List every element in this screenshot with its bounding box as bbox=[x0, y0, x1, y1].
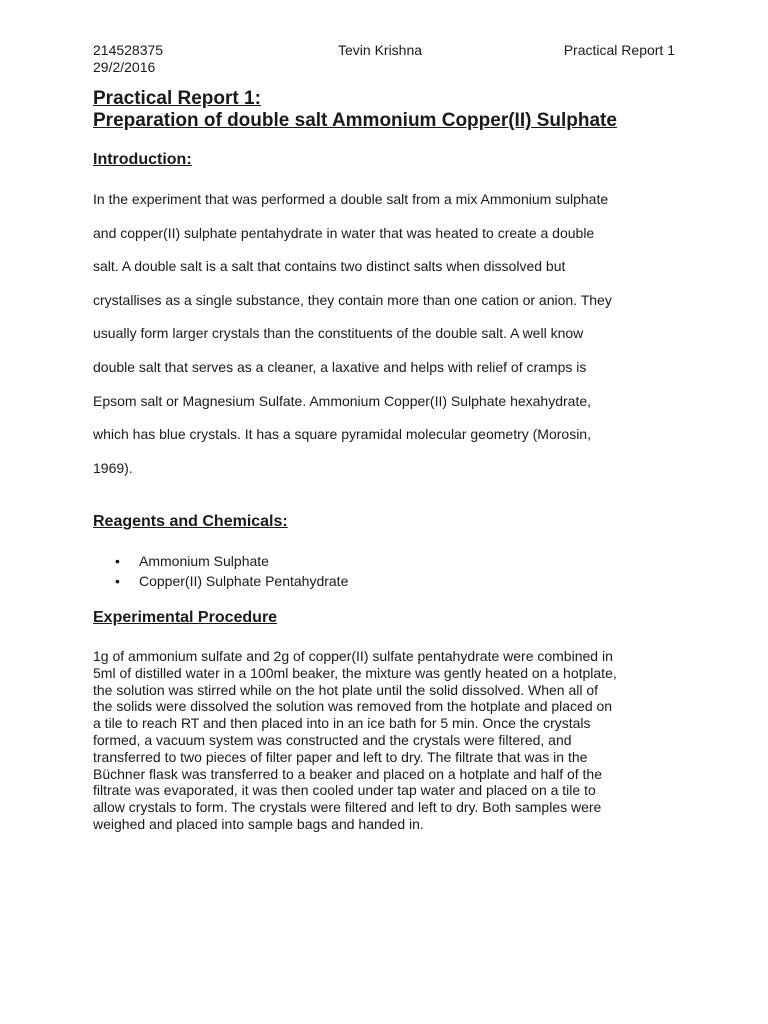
introduction-paragraph bbox=[93, 190, 683, 492]
report-label: Practical Report 1 bbox=[563, 42, 675, 58]
list-item bbox=[115, 571, 348, 591]
procedure-heading: Experimental Procedure bbox=[93, 609, 278, 626]
intro-line: 1969). bbox=[93, 459, 133, 476]
reagent-name: Copper(II) Sulphate Pentahydrate bbox=[139, 573, 349, 589]
report-date: 29/2/2016 bbox=[93, 59, 156, 75]
procedure-line: filtrate was evaporated, it was then cooled under tap water and placed on a tile to bbox=[93, 782, 596, 799]
reagents-heading: Reagents and Chemicals: bbox=[93, 513, 288, 530]
procedure-line: formed, a vacuum system was constructed and the crystals were filtered, and bbox=[93, 731, 572, 748]
bullet-icon: • bbox=[115, 573, 120, 589]
procedure-line: transferred to two pieces of filter paper and left to dry. The filtrate that was in the bbox=[93, 748, 588, 765]
introduction-heading: Introduction: bbox=[93, 151, 192, 168]
title-line-2: Preparation of double salt Ammonium Copper(II) Sulphate bbox=[93, 110, 617, 131]
intro-line: which has blue crystals. It has a square pyramidal molecular geometry (Morosin, bbox=[93, 426, 591, 443]
procedure-line: Büchner flask was transferred to a beaker and placed on a hotplate and half of the bbox=[93, 765, 602, 782]
procedure-line: allow crystals to form. The crystals were filtered and left to dry. Both samples were bbox=[93, 799, 602, 816]
intro-line: and copper(II) sulphate pentahydrate in water that was heated to create a double bbox=[93, 224, 595, 241]
intro-line: crystallises as a single substance, they contain more than one cation or anion. They bbox=[93, 291, 612, 308]
page-header bbox=[93, 42, 683, 75]
procedure-line: the solids were dissolved the solution was removed from the hotplate and placed on bbox=[93, 698, 613, 715]
reagent-name: Ammonium Sulphate bbox=[139, 553, 269, 569]
list-item bbox=[115, 551, 348, 571]
procedure-line: the solution was stirred while on the hot plate until the solid dissolved. When all of bbox=[93, 681, 599, 698]
procedure-line: 5ml of distilled water in a 100ml beaker, the mixture was gently heated on a hotplate, bbox=[93, 664, 617, 681]
student-name: Tevin Krishna bbox=[338, 42, 423, 58]
intro-line: double salt that serves as a cleaner, a laxative and helps with relief of cramps is bbox=[93, 358, 587, 375]
reagent-list bbox=[115, 551, 348, 591]
intro-line: salt. A double salt is a salt that contains two distinct salts when dissolved but bbox=[93, 258, 566, 275]
bullet-icon: • bbox=[115, 553, 120, 569]
student-id: 214528375 bbox=[93, 42, 164, 58]
document-title bbox=[93, 88, 617, 132]
procedure-line: weighed and placed into sample bags and handed in. bbox=[93, 815, 424, 832]
intro-line: usually form larger crystals than the constituents of the double salt. A well know bbox=[93, 325, 584, 342]
procedure-line: a tile to reach RT and then placed into in an ice bath for 5 min. Once the crystals bbox=[93, 715, 591, 732]
intro-line: Epsom salt or Magnesium Sulfate. Ammonium Copper(II) Sulphate hexahydrate, bbox=[93, 392, 592, 409]
intro-line: In the experiment that was performed a double salt from a mix Ammonium sulphate bbox=[93, 191, 609, 207]
procedure-paragraph bbox=[93, 648, 693, 833]
procedure-line: 1g of ammonium sulfate and 2g of copper(II) sulfate pentahydrate were combined in bbox=[93, 648, 613, 664]
title-line-1: Practical Report 1: bbox=[93, 88, 261, 109]
